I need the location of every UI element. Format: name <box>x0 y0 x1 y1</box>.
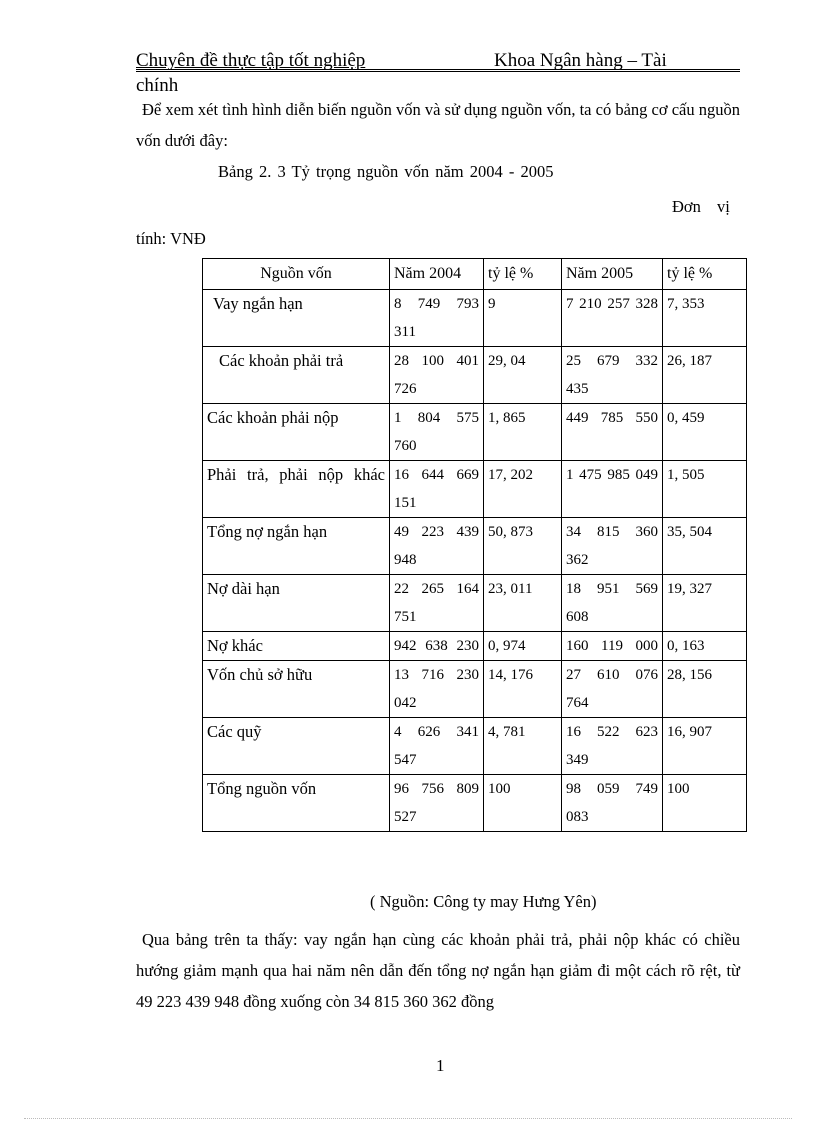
table-row <box>203 518 747 575</box>
conclusion-text: Qua bảng trên ta thấy: vay ngắn hạn cùng các khoản phải trả, phải nộp khác có chiều hướng giảm mạnh qua hai năm nên dẫn đến tổng nợ ngắn hạn giảm đi một cách rõ rệt, từ 49 223 439 948 đồng xuống còn 34 815 360 362 đồng <box>136 930 740 1011</box>
table-row <box>203 775 747 832</box>
table-cell: 25 679 332 435 <box>562 347 663 404</box>
table-cell: 35, 504 <box>663 518 747 575</box>
table-cell: 1 804 575 760 <box>390 404 484 461</box>
table-row <box>203 661 747 718</box>
table-cell: 0, 974 <box>484 632 562 661</box>
row-label-cell: Nợ dài hạn <box>203 575 390 632</box>
table-cell: 22 265 164 751 <box>390 575 484 632</box>
table-cell: 49 223 439 948 <box>390 518 484 575</box>
table-row <box>203 632 747 661</box>
table-cell: 28, 156 <box>663 661 747 718</box>
table-row <box>203 718 747 775</box>
header-cell-ratio-2004: tỷ lệ % <box>484 259 562 290</box>
table-row <box>203 575 747 632</box>
table-cell: 50, 873 <box>484 518 562 575</box>
intro-text: Để xem xét tình hình diễn biến nguồn vốn và sử dụng nguồn vốn, ta có bảng cơ cấu nguồn vốn dưới đây: <box>136 100 740 150</box>
intro-paragraph <box>136 94 740 156</box>
table-cell: 13 716 230 042 <box>390 661 484 718</box>
page-number: 1 <box>436 1056 445 1075</box>
table-cell: 23, 011 <box>484 575 562 632</box>
table-row <box>203 461 747 518</box>
table-caption: Bảng 2. 3 Tỷ trọng nguồn vốn năm 2004 - 2005 <box>218 162 554 181</box>
header-cell-2004: Năm 2004 <box>390 259 484 290</box>
table-source: ( Nguồn: Công ty may Hưng Yên) <box>370 892 597 911</box>
table-cell: 19, 327 <box>663 575 747 632</box>
header-cell-2005: Năm 2005 <box>562 259 663 290</box>
table-header-row <box>203 259 747 290</box>
row-label-cell: Vốn chủ sở hữu <box>203 661 390 718</box>
row-label-cell: Các quỹ <box>203 718 390 775</box>
header-rule <box>136 69 740 72</box>
row-label-cell: Tổng nguồn vốn <box>203 775 390 832</box>
table-cell: 34 815 360 362 <box>562 518 663 575</box>
table-row <box>203 290 747 347</box>
table-cell: 160 119 000 <box>562 632 663 661</box>
header-cell-source: Nguồn vốn <box>203 259 390 290</box>
table-cell: 16, 907 <box>663 718 747 775</box>
unit-label-left: tính: VNĐ <box>136 229 206 248</box>
row-label-cell: Tổng nợ ngắn hạn <box>203 518 390 575</box>
table-cell: 7 210 257 328 <box>562 290 663 347</box>
table-cell: 4, 781 <box>484 718 562 775</box>
unit-label-right: Đơn vị <box>672 197 730 216</box>
table-cell: 9 <box>484 290 562 347</box>
row-label-cell: Vay ngắn hạn <box>203 290 390 347</box>
table-cell: 942 638 230 <box>390 632 484 661</box>
header-left-title: Chuyên đề thực tập tốt nghiệp <box>136 50 366 71</box>
row-label-cell: Nợ khác <box>203 632 390 661</box>
table-cell: 28 100 401 726 <box>390 347 484 404</box>
table-cell: 26, 187 <box>663 347 747 404</box>
table-cell: 1, 865 <box>484 404 562 461</box>
table-cell: 16 644 669 151 <box>390 461 484 518</box>
row-label-cell: Các khoản phải nộp <box>203 404 390 461</box>
table-cell: 8 749 793 311 <box>390 290 484 347</box>
table-cell: 449 785 550 <box>562 404 663 461</box>
table-cell: 14, 176 <box>484 661 562 718</box>
table-cell: 27 610 076 764 <box>562 661 663 718</box>
header-cell-ratio-2005: tỷ lệ % <box>663 259 747 290</box>
capital-structure-table <box>202 258 747 832</box>
table-cell: 4 626 341 547 <box>390 718 484 775</box>
table-cell: 100 <box>663 775 747 832</box>
table-cell: 98 059 749 083 <box>562 775 663 832</box>
row-label-cell: Phải trả, phải nộp khác <box>203 461 390 518</box>
table-cell: 7, 353 <box>663 290 747 347</box>
table-row <box>203 404 747 461</box>
table-cell: 0, 459 <box>663 404 747 461</box>
table-cell: 1 475 985 049 <box>562 461 663 518</box>
table-cell: 1, 505 <box>663 461 747 518</box>
table-cell: 17, 202 <box>484 461 562 518</box>
table-cell: 16 522 623 349 <box>562 718 663 775</box>
table-cell: 18 951 569 608 <box>562 575 663 632</box>
table-cell: 100 <box>484 775 562 832</box>
page-bottom-rule <box>24 1118 792 1119</box>
conclusion-paragraph <box>136 924 740 1017</box>
row-label-cell: Các khoản phải trả <box>203 347 390 404</box>
table-row <box>203 347 747 404</box>
header-continuation: chính <box>136 75 179 96</box>
table-cell: 96 756 809 527 <box>390 775 484 832</box>
header-right-title: Khoa Ngân hàng – Tài <box>494 50 667 71</box>
table-cell: 29, 04 <box>484 347 562 404</box>
table-cell: 0, 163 <box>663 632 747 661</box>
